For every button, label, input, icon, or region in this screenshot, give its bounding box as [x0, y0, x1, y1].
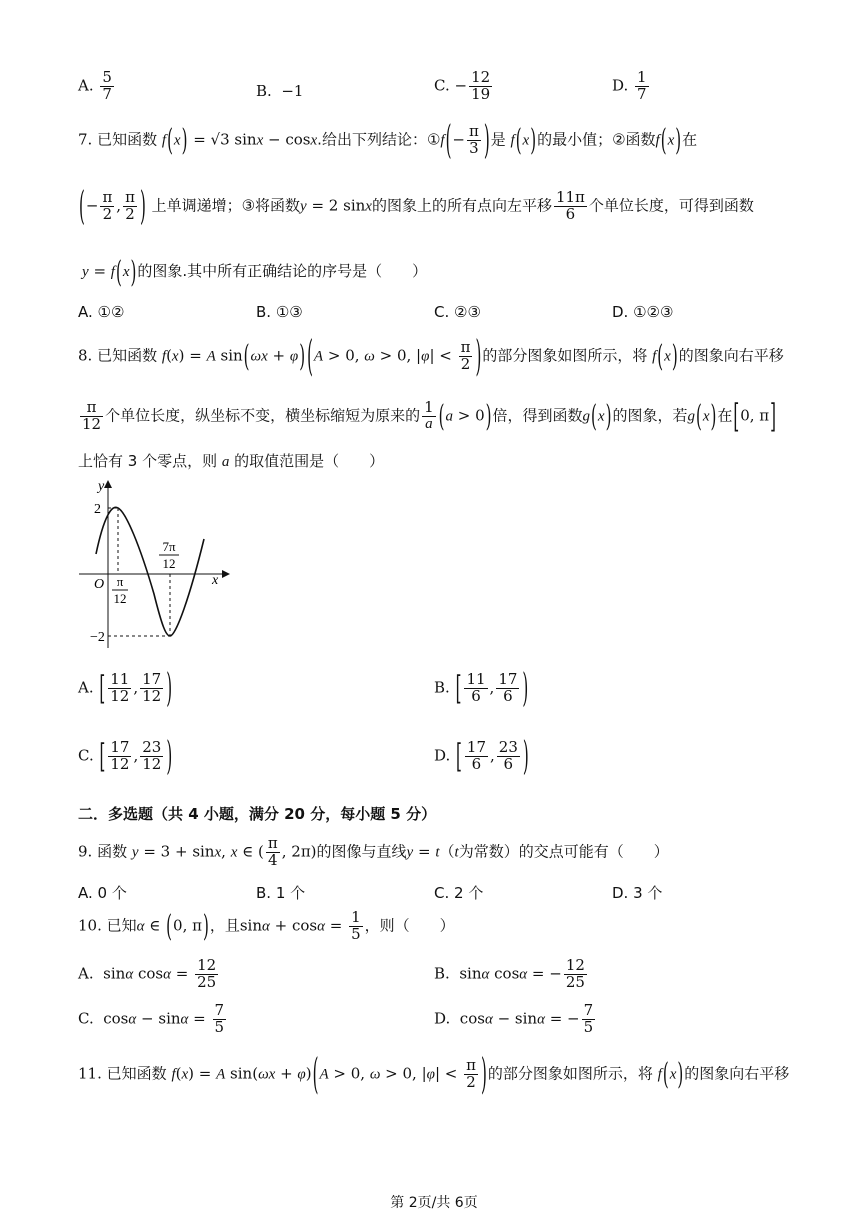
origin-label: O [94, 577, 105, 592]
trough-x-den: 12 [162, 556, 176, 571]
sine-curve [96, 507, 204, 636]
q10-option-a: A. sinα cosα = $\frac{12}{25}$ [78, 956, 217, 991]
peak-x-num: π [116, 574, 124, 589]
y-axis-label: y [98, 479, 105, 494]
q8-line-2: $\frac{\pi}{12}$ 个单位长度，纵坐标不变，横坐标缩短为原来的 $\frac{1}{a}$ (a > 0)倍，得到函数g(x)的图象，若g(x)在[0, π] [82, 396, 777, 437]
sine-graph [74, 476, 234, 652]
q7-option-a: A. ①② [78, 303, 125, 321]
q8-option-c: C. [ $\frac{17}{12}$ , $\frac{23}{12}$ ) [78, 732, 173, 780]
q9-option-b: B. 1 个 [256, 884, 306, 902]
q9-stem: 9. 函数 y = 3 + sinx, x ∈ ( $\frac{\pi}{4}$ , 2π)的图像与直线y = t（t为常数）的交点可能有（ ） [78, 834, 669, 869]
trough-x-num: 7π [162, 539, 176, 554]
q7-option-d: D. ①②③ [612, 303, 674, 321]
q7-line-1: 7. 已知函数 f(x) = √3 sinx − cosx.给出下列结论：①f(− $\frac{\pi}{3}$ )是 f(x)的最小值；②函数f(x)在 [78, 116, 698, 164]
q10-option-d: D. cosα − sinα = − $\frac{7}{5}$ [434, 1001, 594, 1036]
q10-stem: 10. 已知α ∈ (0, π)，且sinα + cosα = $\frac{1}{5}$ ，则（ ） [78, 908, 455, 945]
q10-option-c: C. cosα − sinα = $\frac{7}{5}$ [78, 1001, 225, 1036]
q9-option-a: A. 0 个 [78, 884, 127, 902]
q8-line-1: 8. 已知函数 f(x) = A sin(ωx + φ) (A > 0, ω > 0, |φ| < $\frac{\pi}{2}$ )的部分图象如图所示，将 f(x)的图象向右平移 [78, 331, 784, 382]
q8-line-3: 上恰有 3 个零点，则 a 的取值范围是（ ） [78, 452, 385, 470]
q6-option-d: D. $\frac{1}{7}$ [612, 68, 647, 103]
page-number: 第 2页/共 6页 [390, 1195, 478, 1211]
q11-line-1: 11. 已知函数 f(x) = A sin(ωx + φ)(A > 0, ω > 0, |φ| < $\frac{\pi}{2}$ )的部分图象如图所示，将 f(x)的图象向右平移 [78, 1049, 790, 1100]
section-heading: 二．多选题（共 4 小题，满分 20 分，每小题 5 分） [78, 805, 437, 823]
q8-option-b: B. [ $\frac{11}{6}$ , $\frac{17}{6}$ ) [434, 664, 529, 712]
q7-line-3: y = f(x)的图象.其中所有正确结论的序号是（ ） [82, 254, 428, 290]
tick-max: 2 [94, 502, 101, 517]
q9-option-d: D. 3 个 [612, 884, 663, 902]
q10-option-b: B. sinα cosα = − $\frac{12}{25}$ [434, 956, 585, 991]
x-axis-label: x [212, 573, 219, 588]
q7-option-c: C. ②③ [434, 303, 481, 321]
q8-option-a: A. [ $\frac{11}{12}$ , $\frac{17}{12}$ ) [78, 664, 173, 712]
q9-option-c: C. 2 个 [434, 884, 484, 902]
q6-option-c: C. − $\frac{12}{19}$ [434, 68, 491, 103]
q8-option-d: D. [ $\frac{17}{6}$ , $\frac{23}{6}$ ) [434, 732, 529, 780]
y-axis-arrow [104, 480, 112, 488]
x-axis-arrow [222, 570, 230, 578]
q6-option-b: B. −1 [256, 82, 304, 100]
q7-option-b: B. ①③ [256, 303, 303, 321]
q7-line-2: (− $\frac{\pi}{2}$ , $\frac{\pi}{2}$ ) 上单调递增；③将函数y = 2 sinx的图象上的所有点向左平移 $\frac{11\pi}{6}$ 个单位长度，可得到函数 [79, 182, 754, 230]
q6-option-a: A. $\frac{5}{7}$ [78, 68, 112, 103]
peak-x-den: 12 [113, 591, 127, 606]
tick-min: −2 [90, 630, 105, 645]
